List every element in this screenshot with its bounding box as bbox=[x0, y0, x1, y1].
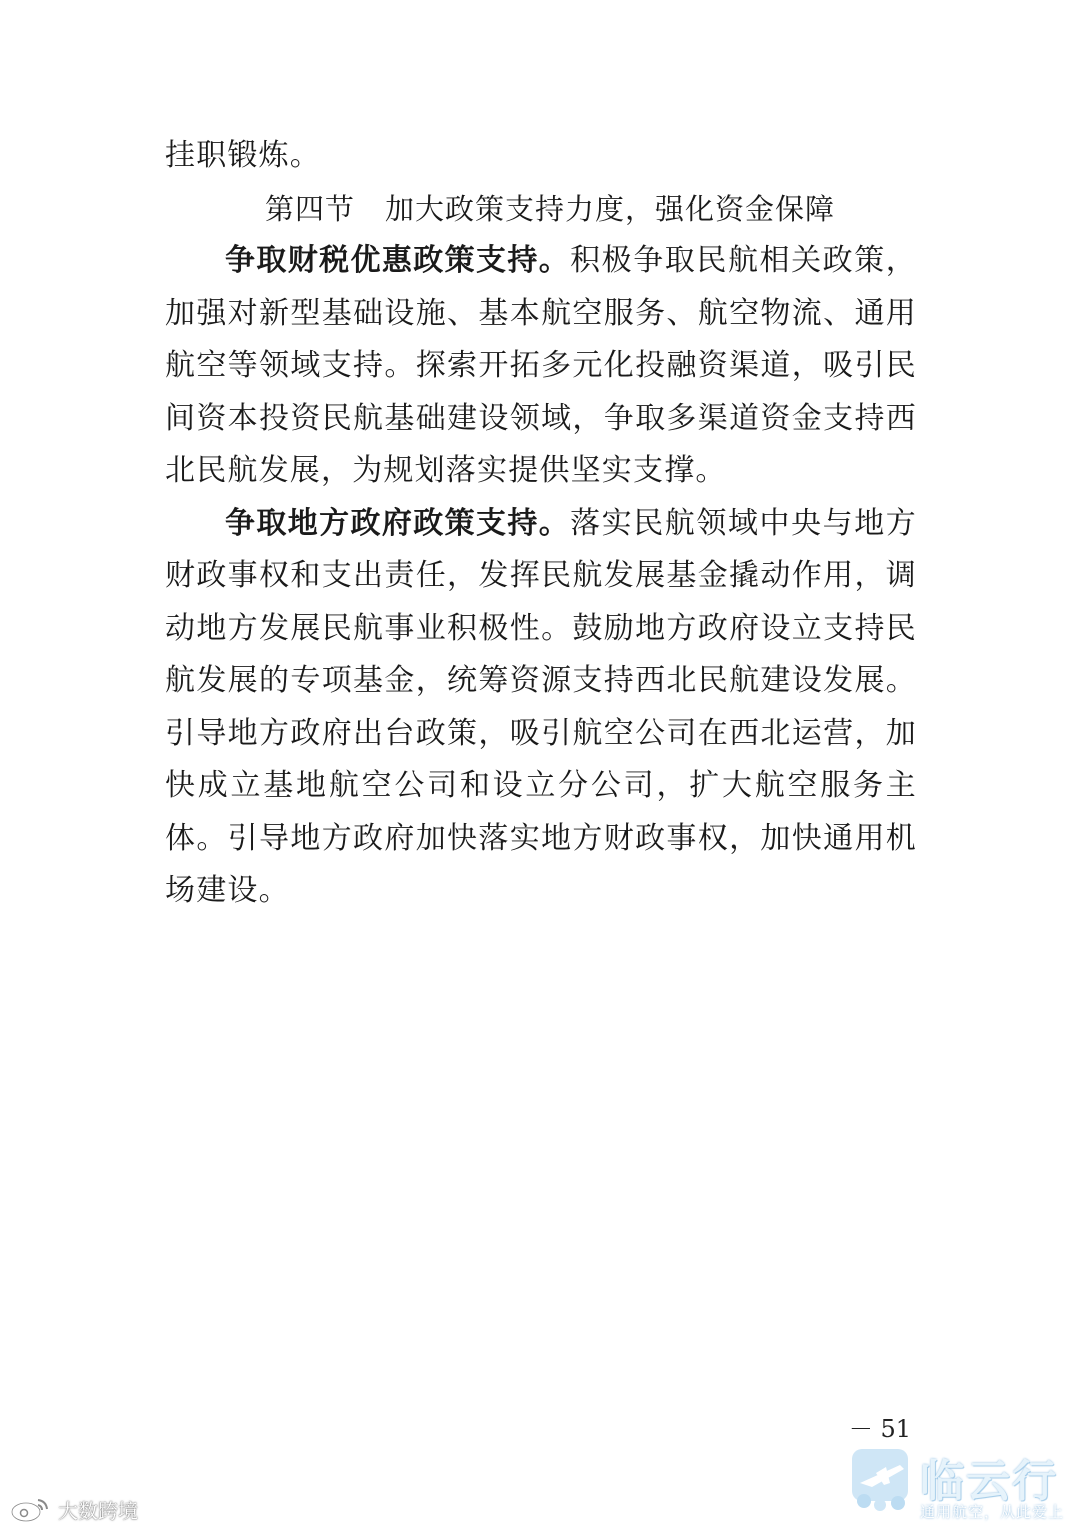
watermark-left-text: 大数跨境 bbox=[58, 1498, 138, 1523]
page-number: － 51 bbox=[848, 1415, 912, 1443]
weibo-logo-icon bbox=[8, 1495, 52, 1523]
document-body bbox=[165, 130, 917, 918]
paragraph-lead: 争取地方政府政策支持。 bbox=[225, 505, 571, 541]
paragraph-local-government-support bbox=[165, 498, 917, 918]
paragraph-text: 积极争取民航相关政策，加强对新型基础设施、基本航空服务、航空物流、通用航空等领域支持。探索开拓多元化投融资渠道，吸引民间资本投资民航基础建设领域，争取多渠道资金支持西北民航发展，为规划落实提供坚实支撑。 bbox=[165, 243, 918, 488]
watermark-right-slogan: 通用航空，从此爱上 bbox=[920, 1503, 1065, 1521]
watermark-right bbox=[850, 1443, 1070, 1528]
paragraph-continuation: 挂职锻炼。 bbox=[165, 138, 321, 173]
paragraph-text: 落实民航领域中央与地方财政事权和支出责任，发挥民航发展基金撬动作用，调动地方发展民航事业积极性。鼓励地方政府设立支持民航发展的专项基金，统筹资源支持西北民航建设发展。引导地方政府出台政策，吸引航空公司在西北运营，加快成立基地航空公司和设立分公司，扩大航空服务主体。引导地方政府加快落实地方财政事权，加快通用机场建设。 bbox=[165, 505, 918, 908]
airplane-logo-icon bbox=[850, 1443, 912, 1513]
paragraph-lead: 争取财税优惠政策支持。 bbox=[225, 243, 571, 278]
watermark-left bbox=[8, 1494, 138, 1524]
section-title: 加大政策支持力度，强化资金保障 bbox=[385, 191, 836, 226]
section-heading bbox=[165, 183, 917, 236]
watermark-right-name: 临云行 bbox=[920, 1456, 1058, 1507]
paragraph-tax-support bbox=[165, 235, 917, 498]
section-number: 第四节 bbox=[265, 191, 356, 226]
